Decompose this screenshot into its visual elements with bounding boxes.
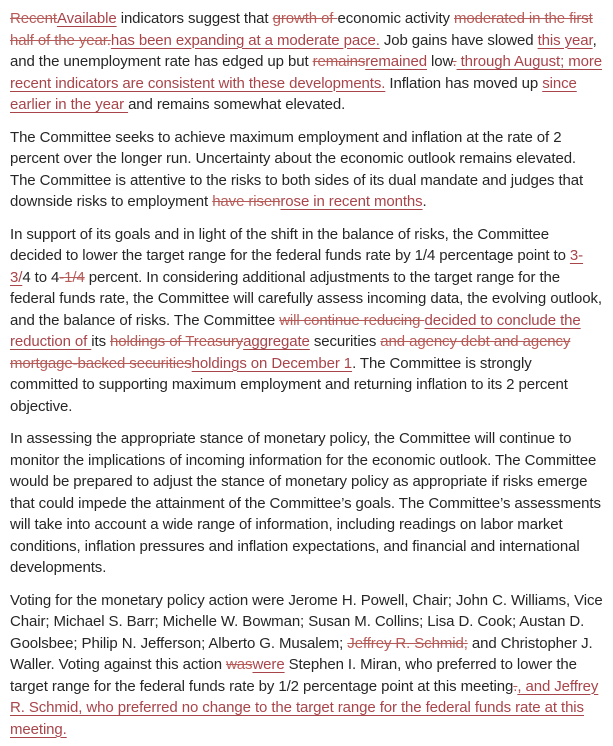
deleted-text: and agency debt and agency mortgage-backed securities [10, 333, 571, 372]
body-text: In support of its goals and in light of the shift in the balance of risks, the Committee decided to lower the target range for the federal funds rate by 1/4 percentage point to [10, 225, 570, 264]
inserted-text: through August; more recent indicators are consistent with these developments. [10, 53, 603, 92]
body-text: In assessing the appropriate stance of monetary policy, the Committee will continue to monitor the implications of incoming information for the economic outlook. The Committee would be prepared to adjust the stance of monetary policy as appropriate if risks emerge that could impede the attainment of the Committee’s goals. The Committee’s assessments will take into account a wide range of information, including readings on labor market conditions, inflation pressures and inflation expectations, and financial and international developments. [10, 430, 601, 576]
body-text: Stephen I. Miran, who preferred to lower the target range for the federal funds rate by 1/2 percentage point at this meeting [10, 656, 577, 695]
body-text: indicators suggest that [116, 10, 273, 27]
paragraph-3 [10, 224, 603, 418]
deleted-text: holdings of Treasury [110, 333, 244, 350]
body-text: Inflation has moved up [385, 74, 543, 92]
deleted-text: have risen [212, 193, 281, 210]
body-text: . [422, 193, 427, 210]
inserted-text: were [252, 656, 285, 673]
inserted-text: since earlier in the year [10, 74, 577, 113]
body-text: 4 to 4 [22, 268, 60, 286]
deleted-text: . [513, 677, 518, 695]
paragraph-5 [10, 590, 603, 741]
fomc-statement-redline [10, 8, 603, 740]
inserted-text: aggregate [243, 333, 310, 350]
inserted-text: rose in recent months [280, 193, 423, 210]
deleted-text: Recent [10, 10, 57, 27]
deleted-text: growth of [272, 10, 338, 27]
deleted-text: was [226, 656, 253, 673]
paragraph-1 [10, 8, 603, 116]
inserted-text: has been expanding at a moderate pace. [110, 31, 380, 49]
inserted-text: Available [56, 10, 117, 27]
deleted-text: moderated in the first half of the year. [10, 10, 593, 49]
body-text: . The Committee is strongly committed to supporting maximum employment and returning inflation to its 2 percent objective. [10, 354, 568, 415]
inserted-text: remained [365, 53, 427, 70]
deleted-text: Jeffrey R. Schmid; [347, 634, 468, 652]
deleted-text: -1/4 [59, 268, 85, 286]
body-text: percent. In considering additional adjustments to the target range for the federal funds rate, the Committee will carefully assess incoming data, the evolving outlook, and the balance of risks. The Committee [10, 268, 602, 329]
body-text: its [91, 333, 111, 350]
inserted-text: this year [537, 31, 593, 49]
deleted-text: will continue reducing [279, 311, 425, 329]
body-text: low [426, 53, 453, 70]
body-text: economic activity [337, 10, 455, 27]
body-text: Voting for the monetary policy action were Jerome H. Powell, Chair; John C. Williams, Vice Chair; Michael S. Barr; Michelle W. Bowman; Susan M. Collins; Lisa D. Cook; Austan D. Goolsbee; Philip N. Jefferson; Alberto G. Musalem; [10, 591, 603, 652]
paragraph-4 [10, 428, 603, 579]
body-text: and Christopher J. Waller. Voting against this action [10, 634, 593, 673]
body-text: and remains somewhat elevated. [128, 96, 346, 113]
body-text: Job gains have slowed [379, 31, 538, 49]
body-text: The Committee seeks to achieve maximum employment and inflation at the rate of 2 percent over the longer run. Uncertainty about the economic outlook remains elevated. The Committee is attentive to the risks to both sides of its dual mandate and judges that downside risks to employment [10, 128, 584, 210]
inserted-text: 3-3/ [10, 247, 584, 286]
body-text: , and the unemployment rate has edged up but [10, 31, 597, 70]
deleted-text: remains [312, 53, 366, 70]
body-text: securities [309, 333, 381, 350]
deleted-text: . [452, 53, 457, 70]
inserted-text: decided to conclude the reduction of [10, 311, 581, 350]
inserted-text: , and Jeffrey R. Schmid, who preferred no change to the target range for the federal funds rate at this meeting. [10, 677, 599, 738]
paragraph-2 [10, 127, 603, 213]
inserted-text: holdings on December 1 [191, 354, 353, 372]
